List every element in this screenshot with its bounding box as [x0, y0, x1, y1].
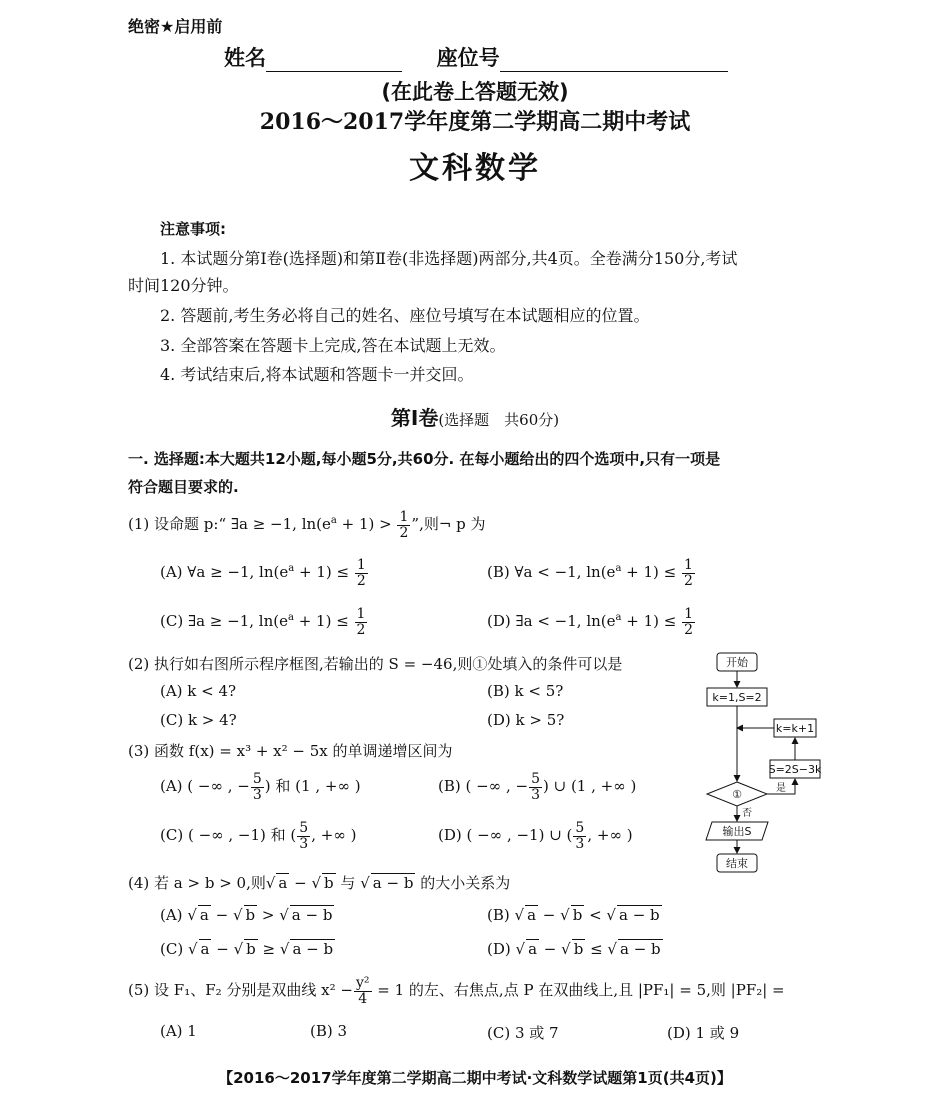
flow-increment-label: k=k+1: [775, 722, 815, 735]
exam-title: 2016～2017学年度第二学期高二期中考试: [259, 109, 691, 135]
notice-item: 2. 答题前,考生务必将自己的姓名、座位号填写在本试题相应的位置。: [160, 306, 650, 325]
question-5-option-d[interactable]: (D) 1 或 9: [667, 1024, 740, 1042]
flow-update-label: S=2S−3k: [768, 763, 822, 776]
notice-item: 时间120分钟。: [128, 276, 239, 295]
name-label: 姓名: [224, 46, 266, 70]
flow-output-label: 输出S: [722, 825, 752, 838]
question-3-option-d[interactable]: (D) ( −∞ , −1) ∪ ( $\frac{5}{3}$ , +∞ ): [438, 820, 633, 852]
question-3-option-a[interactable]: (A) ( −∞ , − $\frac{5}{3}$ ) 和 (1 , +∞ ): [160, 771, 361, 803]
flow-no-label: 否: [742, 808, 752, 819]
page-footer: 【2016～2017学年度第二学期高二期中考试·文科数学试题第1页(共4页)】: [218, 1069, 732, 1087]
notice-item: 1. 本试题分第Ⅰ卷(选择题)和第Ⅱ卷(非选择题)两部分,共4页。全卷满分150分,考试: [160, 249, 738, 268]
name-field: [224, 42, 728, 72]
name-blank[interactable]: [266, 53, 402, 72]
secret-mark: 绝密★启用前: [128, 17, 223, 36]
section-instruction: 一. 选择题:本大题共12小题,每小题5分,共60分. 在每小题给出的四个选项中,只有一项是: [128, 450, 721, 468]
question-1-option-b[interactable]: (B) ∀a < −1, $\ln(e^a + 1)$ ≤ $\frac{1}{2}$: [487, 557, 693, 589]
question-2-stem: (2) 执行如右图所示程序框图,若输出的 S = −46,则①处填入的条件可以是: [128, 655, 623, 673]
question-4-option-c[interactable]: (C) √ a − √ b ≥ √ a − b: [160, 940, 334, 958]
question-4-stem: (4) 若 a > b > 0,则√ a − √ b 与 √ a − b 的大小关系为: [128, 874, 511, 892]
question-1-option-d[interactable]: (D) ∃a < −1, $\ln(e^a + 1)$ ≤ $\frac{1}{2}$: [487, 606, 694, 638]
question-3-option-c[interactable]: (C) ( −∞ , −1) 和 ( $\frac{5}{3}$ , +∞ ): [160, 820, 357, 852]
question-3-stem: (3) 函数 f(x) = x³ + x² − 5x 的单调递增区间为: [128, 742, 453, 760]
program-flowchart: [690, 648, 840, 880]
flow-end-label: 结束: [726, 857, 748, 870]
question-5-stem: (5) 设 F₁、F₂ 分别是双曲线 x² − $\frac{\text{y²}}{4}$ = 1 的左、右焦点,点 P 在双曲线上,且 |PF₁| = 5,则 |PF₂| =: [128, 975, 785, 1007]
question-3-option-b[interactable]: (B) ( −∞ , − $\frac{5}{3}$ ) ∪ (1 , +∞ ): [438, 771, 637, 803]
seat-label: 座位号: [436, 46, 500, 70]
notice-heading: 注意事项:: [160, 220, 226, 238]
question-4-option-d[interactable]: (D) √ a − √ b ≤ √ a − b: [487, 940, 661, 958]
question-1-option-a[interactable]: (A) ∀a ≥ −1, $\ln(e^a + 1)$ ≤ $\frac{1}{2}$: [160, 557, 366, 589]
question-2-option-c[interactable]: (C) k > 4?: [160, 711, 237, 729]
subject-title: 文科数学: [409, 151, 541, 186]
section-title: 第Ⅰ卷(选择题 共60分): [390, 406, 560, 430]
notice-item: 3. 全部答案在答题卡上完成,答在本试题上无效。: [160, 336, 506, 355]
flow-start-label: 开始: [726, 656, 748, 669]
question-5-option-b[interactable]: (B) 3: [310, 1022, 348, 1040]
question-1-option-c[interactable]: (C) ∃a ≥ −1, $\ln(e^a + 1)$ ≤ $\frac{1}{2}$: [160, 606, 366, 638]
flow-init-label: k=1,S=2: [712, 691, 762, 704]
question-4-option-a[interactable]: (A) √ a − √ b > √ a − b: [160, 906, 333, 924]
question-4-option-b[interactable]: (B) √ a − √ b < √ a − b: [487, 906, 660, 924]
question-2-option-a[interactable]: (A) k < 4?: [160, 682, 237, 700]
question-5-option-a[interactable]: (A) 1: [160, 1022, 197, 1040]
invalid-note: (在此卷上答题无效): [381, 80, 569, 104]
flow-condition-label: ①: [732, 788, 742, 801]
seat-blank[interactable]: [500, 53, 728, 72]
question-5-option-c[interactable]: (C) 3 或 7: [487, 1024, 559, 1042]
flow-yes-label: 是: [776, 783, 786, 794]
notice-item: 4. 考试结束后,将本试题和答题卡一并交回。: [160, 365, 474, 384]
question-2-option-b[interactable]: (B) k < 5?: [487, 682, 564, 700]
question-1-stem: (1) 设命题 p:“ ∃a ≥ −1, $\ln(e^a + 1)$ > $\frac{1}{2}$ ”,则¬ p 为: [128, 509, 486, 541]
section-instruction: 符合题目要求的.: [128, 478, 239, 496]
question-2-option-d[interactable]: (D) k > 5?: [487, 711, 565, 729]
